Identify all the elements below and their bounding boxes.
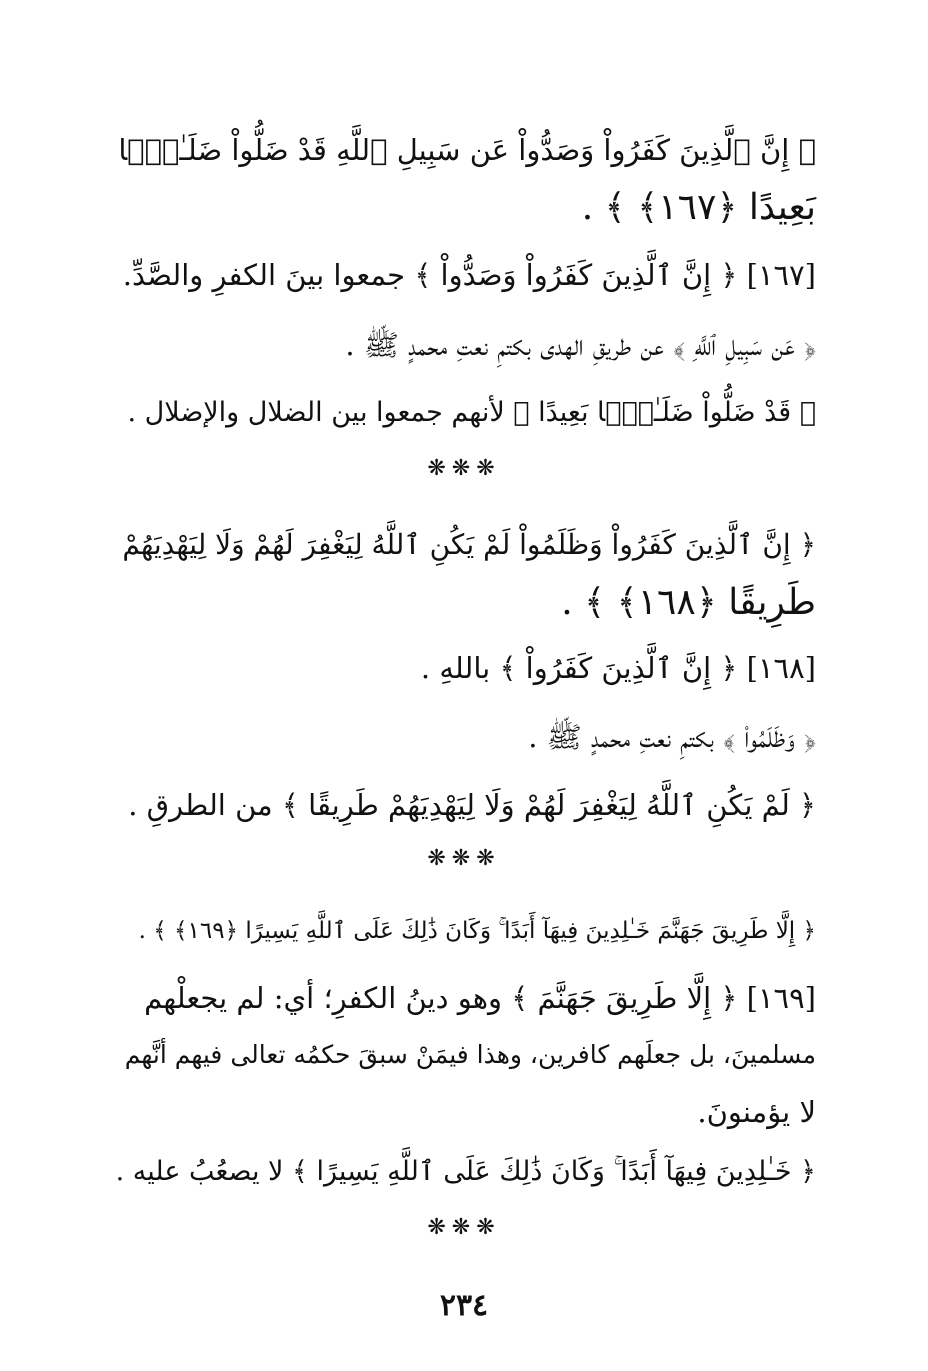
verse-168-line-1: ﴿ إِنَّ ٱلَّذِينَ كَفَرُواْ وَظَلَمُواْ لَمْ يَكُنِ ٱللَّهُ لِيَغْفِرَ لَهُمْ وَلَا لِيَهْدِيَهُمْ [122, 528, 816, 561]
commentary-169-line-1: [١٦٩] ﴿ إِلَّا طَرِيقَ جَهَنَّمَ ﴾ وهو دينُ الكفرِ؛ أي: لم يجعلْهم [144, 981, 816, 1015]
page-number: ٢٣٤ [439, 1288, 489, 1323]
commentary-168-line-1: [١٦٨] ﴿ إِنَّ ٱلَّذِينَ كَفَرُواْ ﴾ باللهِ . [420, 651, 816, 685]
commentary-167-line-3: ﴿ قَدْ ضَلُّواْ ضَلَـٰلَۢا بَعِيدًا ﴾ لأنهم جمعوا بين الضلال والإضلال . [127, 397, 816, 428]
verse-169-line-1: ﴿ إِلَّا طَرِيقَ جَهَنَّمَ خَـٰلِدِينَ فِيهَآ أَبَدًا ۚ وَكَانَ ذَٰلِكَ عَلَى ٱللَّهِ يَسِيرًا ﴿١٦٩﴾ ﴾ . [138, 918, 816, 944]
commentary-168-line-2: ﴿ وَظَلَمُواْ ﴾ بكتمِ نعتِ محمدٍ ﷺ . [528, 720, 816, 754]
section-separator: ❋❋❋ [427, 846, 501, 871]
section-separator: ❋❋❋ [427, 456, 501, 481]
verse-167-line-2: بَعِيدًا ﴿١٦٧﴾ ﴾ . [581, 187, 816, 228]
commentary-168-line-3: ﴿ لَمْ يَكُنِ ٱللَّهُ لِيَغْفِرَ لَهُمْ وَلَا لِيَهْدِيَهُمْ طَرِيقًا ﴾ من الطرقِ . [128, 788, 816, 822]
commentary-169-line-2: مسلمينَ، بل جعلَهم كافرين، وهذا فيمَنْ سبقَ حكمُه تعالى فيهم أنَّهم [124, 1040, 816, 1069]
commentary-169-line-3: لا يؤمنونَ. [697, 1095, 816, 1129]
commentary-167-line-2: ﴿ عَن سَبِيلِ ٱللَّهِ ﴾ عن طريقِ الهدى بكتمِ نعتِ محمدٍ ﷺ . [345, 328, 816, 362]
verse-168-line-2: طَرِيقًا ﴿١٦٨﴾ ﴾ . [561, 582, 816, 623]
commentary-169-line-4: ﴿ خَـٰلِدِينَ فِيهَآ أَبَدًا ۚ وَكَانَ ذَٰلِكَ عَلَى ٱللَّهِ يَسِيرًا ﴾ لا يصعُبُ عليه . [115, 1156, 816, 1187]
section-separator: ❋❋❋ [427, 1215, 501, 1240]
commentary-167-line-1: [١٦٧] ﴿ إِنَّ ٱلَّذِينَ كَفَرُواْ وَصَدُّواْ ﴾ جمعوا بينَ الكفرِ والصَّدِّ. [122, 258, 816, 292]
verse-167-line-1: ﴿ إِنَّ ٱلَّذِينَ كَفَرُواْ وَصَدُّواْ عَن سَبِيلِ ٱللَّهِ قَدْ ضَلُّواْ ضَلَـٰلَۢا [118, 133, 816, 167]
